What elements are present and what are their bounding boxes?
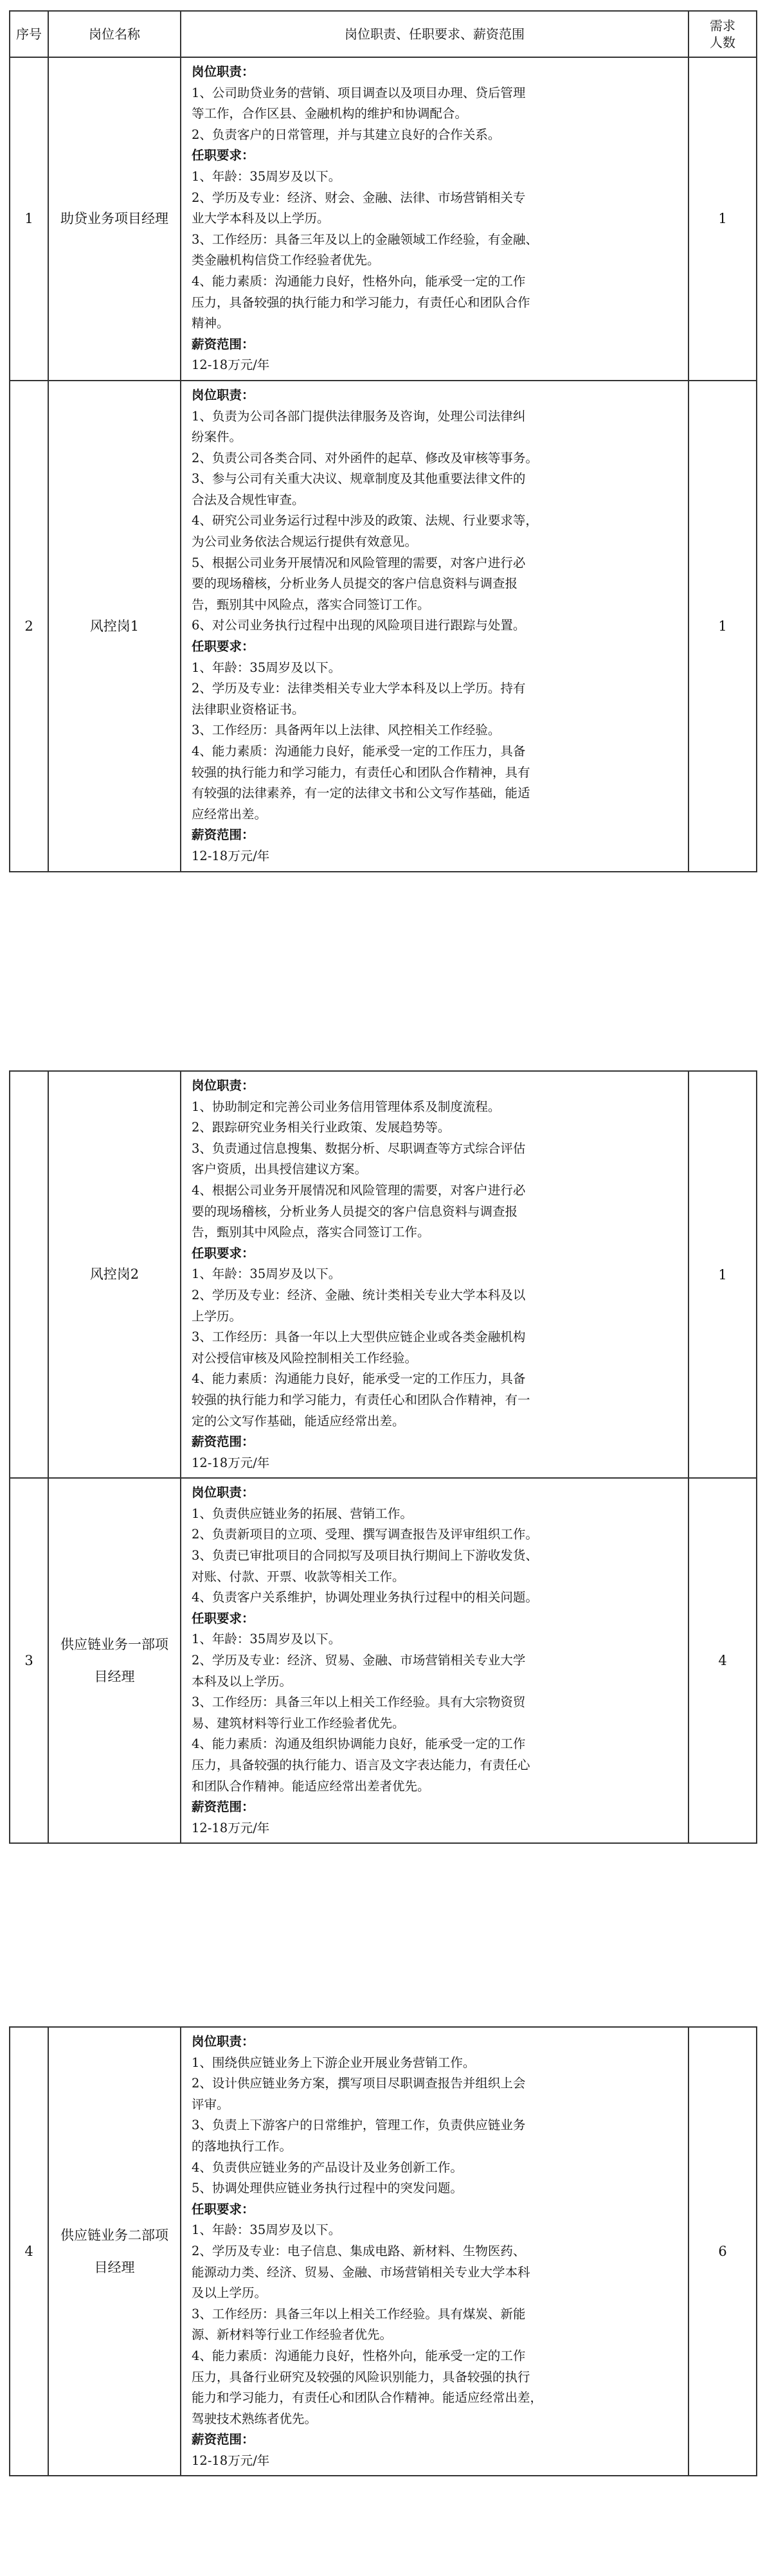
header-count-line1: 需求	[710, 18, 735, 33]
description-line: 上学历。	[192, 1308, 242, 1324]
row-position-name: 助贷业务项目经理	[48, 57, 181, 381]
section-heading: 任职要求：	[192, 1245, 255, 1261]
description-line: 3、工作经历：具备三年以上相关工作经验。具有煤炭、新能	[192, 2306, 526, 2321]
row-description	[181, 381, 688, 872]
section-heading: 任职要求：	[192, 148, 255, 163]
description-line: 12-18万元/年	[192, 2453, 270, 2468]
description-line: 4、能力素质：沟通能力良好，性格外向，能承受一定的工作	[192, 273, 526, 289]
description-line: 1、协助制定和完善公司业务信用管理体系及制度流程。	[192, 1099, 501, 1114]
description-line: 3、负责通过信息搜集、数据分析、尽职调查等方式综合评估	[192, 1140, 526, 1156]
description-line: 2、负责公司各类合同、对外函件的起草、修改及审核等事务。	[192, 450, 538, 465]
header-row	[10, 11, 757, 57]
description-line: 4、研究公司业务运行过程中涉及的政策、法规、行业要求等，	[192, 513, 538, 528]
header-count-line2: 人数	[710, 35, 735, 50]
section-heading: 岗位职责：	[192, 2034, 255, 2049]
description-line: 3、负责已审批项目的合同拟写及项目执行期间上下游收发货、	[192, 1548, 538, 1563]
description-line: 有较强的法律素养，有一定的法律文书和公文写作基础，能适	[192, 786, 530, 801]
description-line: 3、工作经历：具备三年及以上的金融领域工作经验，有金融、	[192, 231, 538, 247]
description-line: 对账、付款、开票、收款等相关工作。	[192, 1569, 405, 1584]
description-line: 和团队合作精神。能适应经常出差者优先。	[192, 1778, 430, 1794]
description-line: 2、学历及专业：法律类相关专业大学本科及以上学历。持有	[192, 681, 526, 696]
description-line: 本科及以上学历。	[192, 1673, 292, 1689]
description-line: 3、工作经历：具备一年以上大型供应链企业或各类金融机构	[192, 1329, 526, 1345]
row-headcount: 1	[688, 381, 757, 872]
description-line: 1、负责为公司各部门提供法律服务及咨询，处理公司法律纠	[192, 408, 526, 424]
description-line: 驾驶技术熟练者优先。	[192, 2411, 318, 2426]
description-line: 压力，具备较强的执行能力和学习能力，有责任心和团队合作	[192, 294, 530, 310]
description-line: 告，甄别其中风险点，落实合同签订工作。	[192, 1225, 430, 1240]
row-headcount: 1	[688, 1071, 757, 1478]
header-desc: 岗位职责、任职要求、薪资范围	[181, 11, 688, 57]
row-position-name: 供应链业务一部项目经理	[48, 1478, 181, 1843]
description-line: 较强的执行能力和学习能力，有责任心和团队合作精神，具有	[192, 764, 530, 780]
description-line: 3、负责上下游客户的日常维护，管理工作，负责供应链业务	[192, 2118, 526, 2133]
table-row	[10, 1478, 757, 1843]
description-line: 2、跟踪研究业务相关行业政策、发展趋势等。	[192, 1120, 451, 1135]
description-line: 4、根据公司业务开展情况和风险管理的需要，对客户进行必	[192, 1182, 526, 1198]
description-line: 源、新材料等行业工作经验者优先。	[192, 2327, 393, 2343]
description-line: 纷案件。	[192, 429, 242, 445]
row-no	[10, 1071, 48, 1478]
row-description	[181, 1478, 688, 1843]
section-heading: 岗位职责：	[192, 1485, 255, 1500]
jobs-table	[9, 10, 757, 872]
description-line: 2、学历及专业：电子信息、集成电路、新材料、生物医药、	[192, 2243, 526, 2258]
description-line: 4、负责供应链业务的产品设计及业务创新工作。	[192, 2159, 463, 2175]
description-line: 12-18万元/年	[192, 1820, 270, 1835]
table-row	[10, 2027, 757, 2476]
row-description	[181, 2027, 688, 2476]
description-line: 5、协调处理供应链业务执行过程中的突发问题。	[192, 2181, 463, 2196]
description-line: 1、年龄：35周岁及以下。	[192, 168, 341, 184]
description-line: 要的现场稽核，分析业务人员提交的客户信息资料与调查报	[192, 1203, 518, 1219]
description-line: 业大学本科及以上学历。	[192, 211, 330, 226]
description-line: 为公司业务依法合规运行提供有效意见。	[192, 534, 418, 550]
section-heading: 薪资范围：	[192, 1799, 255, 1815]
description-line: 2、学历及专业：经济、金融、统计类相关专业大学本科及以	[192, 1287, 526, 1302]
jobs-table-continued	[9, 1070, 757, 1844]
description-line: 及以上学历。	[192, 2285, 267, 2301]
description-line: 4、负责客户关系维护，协调处理业务执行过程中的相关问题。	[192, 1590, 538, 1605]
description-line: 告，甄别其中风险点，落实合同签订工作。	[192, 597, 430, 612]
section-heading: 薪资范围：	[192, 827, 255, 843]
description-line: 2、学历及专业：经济、贸易、金融、市场营销相关专业大学	[192, 1653, 526, 1668]
section-heading: 薪资范围：	[192, 2432, 255, 2447]
description-line: 2、学历及专业：经济、财会、金融、法律、市场营销相关专	[192, 190, 526, 205]
row-no: 3	[10, 1478, 48, 1843]
description-line: 1、年龄：35周岁及以下。	[192, 660, 341, 675]
table-row	[10, 57, 757, 381]
row-position-name: 风控岗1	[48, 381, 181, 872]
description-line: 1、负责供应链业务的拓展、营销工作。	[192, 1506, 413, 1521]
header-name: 岗位名称	[48, 11, 181, 57]
description-line: 1、围绕供应链业务上下游企业开展业务营销工作。	[192, 2055, 476, 2070]
description-line: 对公授信审核及风险控制相关工作经验。	[192, 1350, 418, 1365]
description-line: 4、能力素质：沟通能力良好，能承受一定的工作压力，具备	[192, 744, 526, 759]
description-line: 能源动力类、经济、贸易、金融、市场营销相关专业大学本科	[192, 2264, 530, 2280]
description-line: 评审。	[192, 2096, 230, 2112]
description-line: 能力和学习能力，有责任心和团队合作精神。能适应经常出差，	[192, 2390, 543, 2406]
description-line: 5、根据公司业务开展情况和风险管理的需要，对客户进行必	[192, 555, 526, 570]
jobs-table-continued-2	[9, 2026, 757, 2476]
description-line: 2、负责新项目的立项、受理、撰写调查报告及评审组织工作。	[192, 1527, 538, 1542]
row-no: 2	[10, 381, 48, 872]
description-line: 12-18万元/年	[192, 357, 270, 373]
description-line: 2、设计供应链业务方案，撰写项目尽职调查报告并组织上会	[192, 2076, 526, 2091]
description-line: 较强的执行能力和学习能力，有责任心和团队合作精神，有一	[192, 1392, 530, 1407]
section-heading: 任职要求：	[192, 639, 255, 654]
description-line: 压力，具备较强的执行能力、语言及文字表达能力，有责任心	[192, 1758, 530, 1772]
description-line: 要的现场稽核，分析业务人员提交的客户信息资料与调查报	[192, 576, 518, 591]
header-count	[688, 11, 757, 57]
row-description	[181, 1071, 688, 1478]
row-no: 4	[10, 2027, 48, 2476]
description-line: 4、能力素质：沟通能力良好，能承受一定的工作压力，具备	[192, 1371, 526, 1387]
row-headcount: 1	[688, 57, 757, 381]
section-heading: 岗位职责：	[192, 1078, 255, 1093]
description-line: 精神。	[192, 316, 230, 331]
table-row	[10, 381, 757, 872]
description-line: 合法及合规性审查。	[192, 492, 305, 507]
description-line: 2、负责客户的日常管理，并与其建立良好的合作关系。	[192, 127, 501, 142]
description-line: 3、工作经历：具备两年以上法律、风控相关工作经验。	[192, 723, 501, 738]
description-line: 压力，具备行业研究及较强的风险识别能力，具备较强的执行	[192, 2369, 530, 2384]
description-line: 12-18万元/年	[192, 848, 270, 863]
header-no: 序号	[10, 11, 48, 57]
description-line: 易、建筑材料等行业工作经验者优先。	[192, 1715, 405, 1731]
section-heading: 任职要求：	[192, 2201, 255, 2217]
row-position-name: 风控岗2	[48, 1071, 181, 1478]
table-row	[10, 1071, 757, 1478]
description-line: 客户资质，出具授信建议方案。	[192, 1162, 368, 1177]
row-headcount: 6	[688, 2027, 757, 2476]
description-line: 3、工作经历：具备三年以上相关工作经验。具有大宗物资贸	[192, 1695, 526, 1710]
description-line: 类金融机构信贷工作经验者优先。	[192, 253, 380, 268]
row-no: 1	[10, 57, 48, 381]
description-line: 应经常出差。	[192, 806, 267, 822]
description-line: 4、能力素质：沟通及组织协调能力良好，能承受一定的工作	[192, 1736, 526, 1752]
description-line: 法律职业资格证书。	[192, 701, 305, 717]
section-heading: 薪资范围：	[192, 1434, 255, 1450]
section-heading: 薪资范围：	[192, 336, 255, 352]
section-heading: 岗位职责：	[192, 64, 255, 79]
row-position-name: 供应链业务二部项目经理	[48, 2027, 181, 2476]
row-headcount: 4	[688, 1478, 757, 1843]
section-heading: 任职要求：	[192, 1610, 255, 1626]
description-line: 1、年龄：35周岁及以下。	[192, 1266, 341, 1282]
description-line: 3、参与公司有关重大决议、规章制度及其他重要法律文件的	[192, 471, 526, 487]
description-line: 1、年龄：35周岁及以下。	[192, 1632, 341, 1647]
description-line: 1、公司助贷业务的营销、项目调查以及项目办理、贷后管理	[192, 85, 526, 100]
description-line: 1、年龄：35周岁及以下。	[192, 2222, 341, 2238]
description-line: 的落地执行工作。	[192, 2138, 292, 2154]
row-description	[181, 57, 688, 381]
description-line: 定的公文写作基础，能适应经常出差。	[192, 1413, 405, 1428]
description-line: 12-18万元/年	[192, 1455, 270, 1470]
description-line: 等工作，合作区县、金融机构的维护和协调配合。	[192, 106, 468, 122]
section-heading: 岗位职责：	[192, 387, 255, 402]
description-line: 4、能力素质：沟通能力良好，性格外向，能承受一定的工作	[192, 2348, 526, 2363]
description-line: 6、对公司业务执行过程中出现的风险项目进行跟踪与处置。	[192, 618, 526, 633]
